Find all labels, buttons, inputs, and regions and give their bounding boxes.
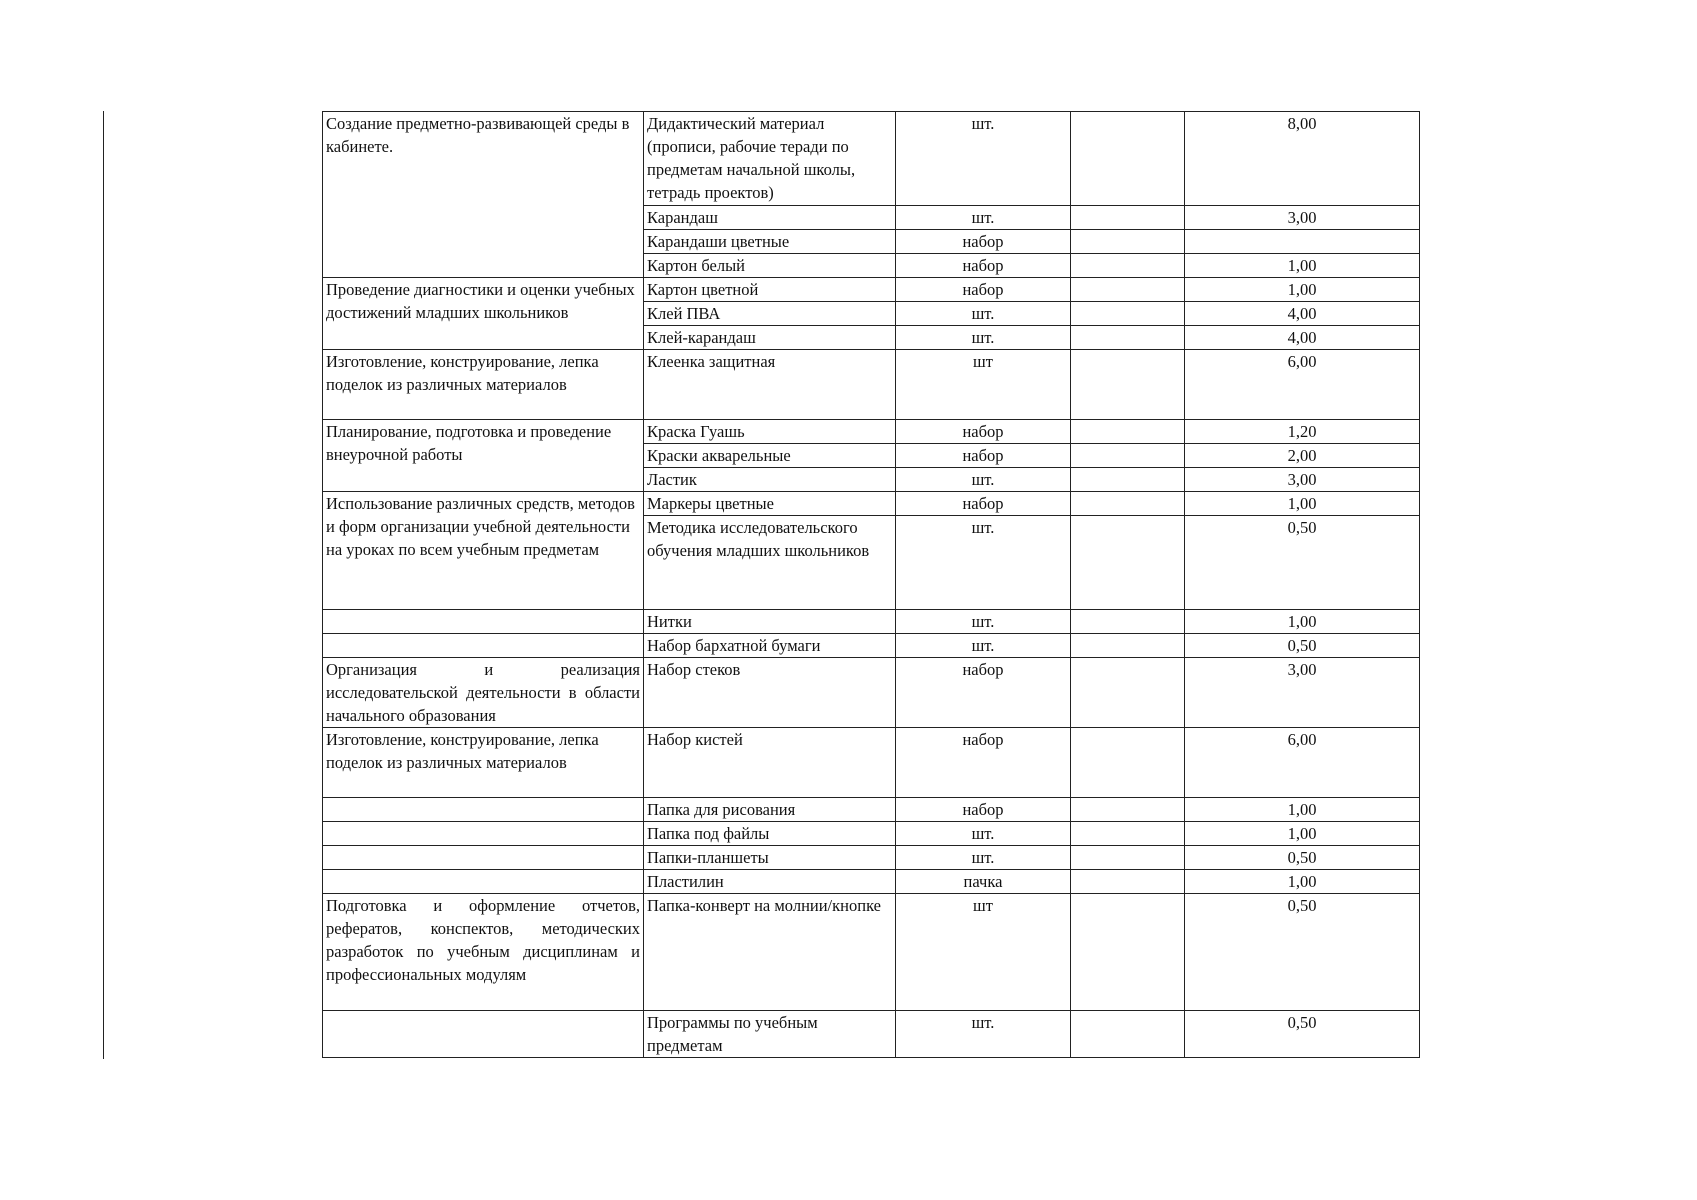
activity-cell: Изготовление, конструирование, лепка поделок из различных материалов <box>323 350 644 420</box>
qty-cell: 0,50 <box>1185 894 1420 1011</box>
table-row <box>323 1011 1420 1058</box>
activity-cell: Подготовка и оформление отчетов, рефератов, конспектов, методических разработок по учебным дисциплинам и профессиональных модулям <box>323 894 644 1011</box>
activity-cell <box>323 822 644 846</box>
qty-cell: 6,00 <box>1185 350 1420 420</box>
empty-cell <box>1071 206 1185 230</box>
empty-cell <box>1071 516 1185 610</box>
qty-cell: 8,00 <box>1185 112 1420 206</box>
qty-cell: 2,00 <box>1185 444 1420 468</box>
materials-table <box>322 111 1420 1058</box>
table-row <box>323 728 1420 798</box>
item-cell: Набор бархатной бумаги <box>644 634 896 658</box>
table-row <box>323 822 1420 846</box>
table-row <box>323 798 1420 822</box>
table-row <box>323 492 1420 516</box>
table-row <box>323 350 1420 420</box>
qty-cell: 1,00 <box>1185 254 1420 278</box>
empty-cell <box>1071 444 1185 468</box>
qty-cell: 4,00 <box>1185 326 1420 350</box>
item-cell: Краска Гуашь <box>644 420 896 444</box>
unit-cell: шт. <box>896 516 1071 610</box>
table-row <box>323 610 1420 634</box>
empty-cell <box>1071 420 1185 444</box>
empty-cell <box>1071 894 1185 1011</box>
activity-cell <box>323 846 644 870</box>
activity-cell <box>323 1011 644 1058</box>
activity-cell: Проведение диагностики и оценки учебных достижений младших школьников <box>323 278 644 350</box>
unit-cell: шт. <box>896 634 1071 658</box>
table-row <box>323 846 1420 870</box>
empty-cell <box>1071 634 1185 658</box>
unit-cell: набор <box>896 420 1071 444</box>
item-cell: Методика исследовательского обучения младших школьников <box>644 516 896 610</box>
item-cell: Клеенка защитная <box>644 350 896 420</box>
empty-cell <box>1071 278 1185 302</box>
empty-cell <box>1071 870 1185 894</box>
empty-cell <box>1071 846 1185 870</box>
unit-cell: шт. <box>896 112 1071 206</box>
table-row <box>323 870 1420 894</box>
empty-cell <box>1071 492 1185 516</box>
unit-cell: набор <box>896 798 1071 822</box>
unit-cell: шт. <box>896 846 1071 870</box>
item-cell: Картон цветной <box>644 278 896 302</box>
unit-cell: набор <box>896 658 1071 728</box>
unit-cell: набор <box>896 230 1071 254</box>
qty-cell: 1,00 <box>1185 492 1420 516</box>
unit-cell: пачка <box>896 870 1071 894</box>
unit-cell: шт. <box>896 206 1071 230</box>
qty-cell: 4,00 <box>1185 302 1420 326</box>
empty-cell <box>1071 728 1185 798</box>
item-cell: Папка под файлы <box>644 822 896 846</box>
item-cell: Карандаши цветные <box>644 230 896 254</box>
activity-cell <box>323 610 644 634</box>
activity-cell: Изготовление, конструирование, лепка поделок из различных материалов <box>323 728 644 798</box>
unit-cell: шт. <box>896 1011 1071 1058</box>
item-cell: Набор стеков <box>644 658 896 728</box>
empty-cell <box>1071 350 1185 420</box>
item-cell: Картон белый <box>644 254 896 278</box>
table-row <box>323 420 1420 444</box>
item-cell: Клей-карандаш <box>644 326 896 350</box>
empty-cell <box>1071 658 1185 728</box>
unit-cell: шт <box>896 894 1071 1011</box>
qty-cell: 0,50 <box>1185 1011 1420 1058</box>
qty-cell: 0,50 <box>1185 846 1420 870</box>
page-margin-rule <box>103 111 104 1059</box>
item-cell: Папка для рисования <box>644 798 896 822</box>
qty-cell: 3,00 <box>1185 206 1420 230</box>
unit-cell: набор <box>896 278 1071 302</box>
qty-cell: 1,00 <box>1185 822 1420 846</box>
qty-cell: 0,50 <box>1185 634 1420 658</box>
table-row <box>323 894 1420 1011</box>
unit-cell: набор <box>896 728 1071 798</box>
qty-cell: 0,50 <box>1185 516 1420 610</box>
item-cell: Набор кистей <box>644 728 896 798</box>
unit-cell: шт. <box>896 302 1071 326</box>
table-row <box>323 634 1420 658</box>
empty-cell <box>1071 798 1185 822</box>
item-cell: Пластилин <box>644 870 896 894</box>
qty-cell: 1,00 <box>1185 610 1420 634</box>
activity-cell: Создание предметно-развивающей среды в кабинете. <box>323 112 644 278</box>
empty-cell <box>1071 230 1185 254</box>
empty-cell <box>1071 254 1185 278</box>
unit-cell: набор <box>896 492 1071 516</box>
empty-cell <box>1071 822 1185 846</box>
unit-cell: набор <box>896 444 1071 468</box>
empty-cell <box>1071 302 1185 326</box>
empty-cell <box>1071 112 1185 206</box>
activity-cell <box>323 798 644 822</box>
qty-cell: 6,00 <box>1185 728 1420 798</box>
item-cell: Карандаш <box>644 206 896 230</box>
item-cell: Нитки <box>644 610 896 634</box>
unit-cell: шт <box>896 350 1071 420</box>
item-cell: Краски акварельные <box>644 444 896 468</box>
unit-cell: набор <box>896 254 1071 278</box>
empty-cell <box>1071 326 1185 350</box>
activity-cell: Организация и реализация исследовательской деятельности в области начального образования <box>323 658 644 728</box>
qty-cell: 3,00 <box>1185 658 1420 728</box>
item-cell: Дидактический материал (прописи, рабочие теради по предметам начальной школы, тетрадь проектов) <box>644 112 896 206</box>
item-cell: Ластик <box>644 468 896 492</box>
table-row <box>323 112 1420 206</box>
item-cell: Программы по учебным предметам <box>644 1011 896 1058</box>
unit-cell: шт. <box>896 610 1071 634</box>
item-cell: Папки-планшеты <box>644 846 896 870</box>
activity-cell: Использование различных средств, методов и форм организации учебной деятельности на уроках по всем учебным предметам <box>323 492 644 610</box>
activity-cell: Планирование, подготовка и проведение внеурочной работы <box>323 420 644 492</box>
empty-cell <box>1071 610 1185 634</box>
unit-cell: шт. <box>896 326 1071 350</box>
qty-cell <box>1185 230 1420 254</box>
qty-cell: 1,00 <box>1185 278 1420 302</box>
activity-cell <box>323 634 644 658</box>
qty-cell: 3,00 <box>1185 468 1420 492</box>
empty-cell <box>1071 1011 1185 1058</box>
unit-cell: шт. <box>896 822 1071 846</box>
qty-cell: 1,20 <box>1185 420 1420 444</box>
activity-cell <box>323 870 644 894</box>
table-row <box>323 658 1420 728</box>
item-cell: Маркеры цветные <box>644 492 896 516</box>
item-cell: Папка-конверт на молнии/кнопке <box>644 894 896 1011</box>
qty-cell: 1,00 <box>1185 870 1420 894</box>
item-cell: Клей ПВА <box>644 302 896 326</box>
qty-cell: 1,00 <box>1185 798 1420 822</box>
table-row <box>323 278 1420 302</box>
unit-cell: шт. <box>896 468 1071 492</box>
empty-cell <box>1071 468 1185 492</box>
